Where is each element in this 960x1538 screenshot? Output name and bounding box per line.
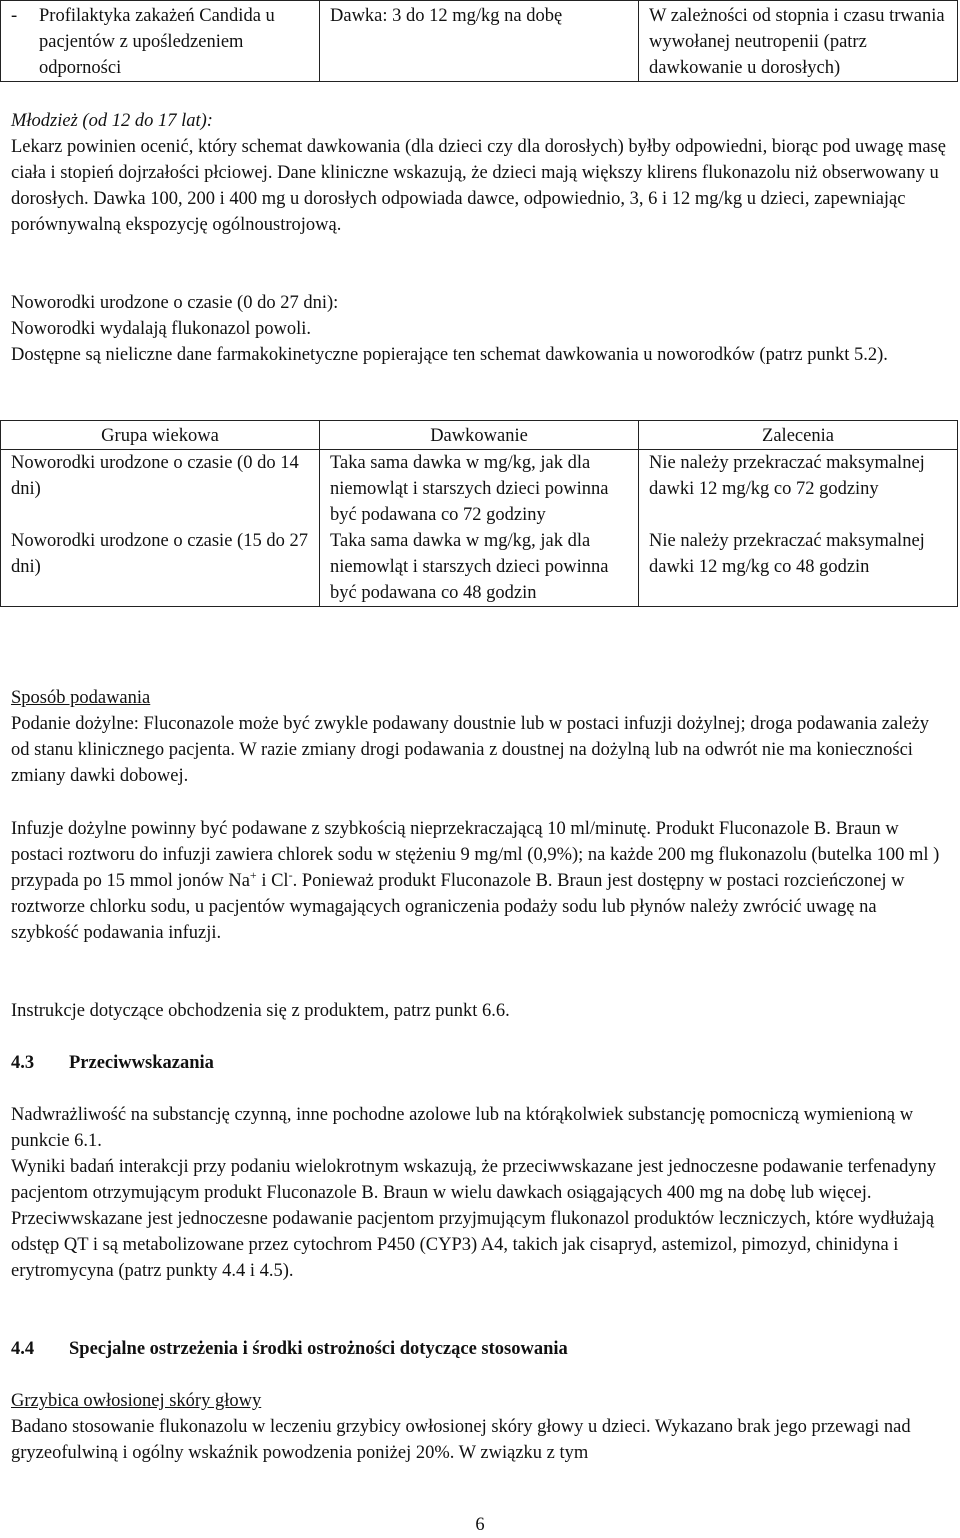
list-dash: -: [11, 6, 18, 26]
newborns-section: [11, 290, 946, 368]
table-cell-recommendation: Nie należy przekraczać maksymalnej dawki 12 mg/kg co 72 godziny: [639, 450, 958, 529]
administration-heading: Sposób podawania: [11, 688, 151, 708]
scalp-mycosis-section: [11, 1388, 946, 1466]
contraindications-paragraph-2: Wyniki badań interakcji przy podaniu wielokrotnym wskazują, że przeciwwskazane jest jednoczesne podawanie terfenadyny pacjentom otrzymującym produkt Fluconazole B. Braun w wielu dawkach osiągających 400 mg na dobę lub więcej. Przeciwwskazane jest jednoczesne podawanie pacjentom przyjmującym flukonazol produktów leczniczych, które wydłużają odstęp QT i są metabolizowane przez cytochrom P450 (CYP3) A4, takich jak cisapryd, astemizol, pimozyd, chinidyna i erytromycyna (patrz punkty 4.4 i 4.5).: [11, 1157, 937, 1281]
newborn-dosing-table: [0, 420, 958, 607]
infusion-text-c: . Ponieważ produkt Fluconazole B. Braun jest dostępny w postaci rozcieńczonej w roztworze chlorku sodu, u pacjentów wymagających ograniczenia podaży sodu lub płynów należy zwrócić uwagę na szybkość podawania infuzji.: [11, 871, 905, 943]
table-cell-duration: W zależności od stopnia i czasu trwania wywołanej neutropenii (patrz dawkowanie u dorosłych): [639, 1, 958, 82]
page-number: 6: [475, 1515, 485, 1535]
youth-section: [11, 108, 946, 238]
table-cell-dose: Dawka: 3 do 12 mg/kg na dobę: [320, 1, 639, 82]
table-cell-group: Noworodki urodzone o czasie (0 do 14 dni): [1, 450, 320, 529]
section-number: 4.4: [11, 1339, 35, 1359]
infusion-paragraph: [11, 816, 946, 946]
table-row: [1, 1, 958, 82]
section-number: 4.3: [11, 1053, 35, 1073]
administration-section: [11, 685, 946, 789]
youth-heading: Młodzież (od 12 do 17 lat):: [11, 111, 213, 131]
top-dosing-table: [0, 0, 958, 82]
newborns-line-2: Noworodki wydalają flukonazol powoli.: [11, 319, 312, 339]
handling-paragraph: Instrukcje dotyczące obchodzenia się z produktem, patrz punkt 6.6.: [11, 1001, 510, 1021]
table-cell-dosing: Taka sama dawka w mg/kg, jak dla niemowląt i starszych dzieci powinna być podawana co 72 godziny: [320, 450, 639, 529]
section-title: Specjalne ostrzeżenia i środki ostrożności dotyczące stosowania: [69, 1339, 568, 1359]
table-row: [1, 528, 958, 607]
table-row: [1, 450, 958, 529]
table-cell-group: Noworodki urodzone o czasie (15 do 27 dni): [1, 528, 320, 607]
infusion-text-a: Infuzje dożylne powinny być podawane z szybkością nieprzekraczającą 10 ml/minutę. Produkt Fluconazole B. Braun w postaci roztworu do infuzji zawiera chlorek sodu w stężeniu 9 mg/ml (0,9%); na każde 200 mg flukonazolu (butelka 100 ml ) przypada po 15 mmol jonów Na: [11, 819, 940, 891]
column-header-dosing: Dawkowanie: [320, 421, 639, 450]
contraindications-text: [11, 1102, 946, 1284]
indication-text: Profilaktyka zakażeń Candida u pacjentów z upośledzeniem odporności: [39, 6, 275, 78]
table-cell-indication: [1, 1, 320, 82]
table-header-row: [1, 421, 958, 450]
handling-note: [11, 998, 946, 1024]
youth-paragraph: Lekarz powinien ocenić, który schemat dawkowania (dla dzieci czy dla dorosłych) byłby odpowiedni, biorąc pod uwagę masę ciała i stopień dojrzałości płciowej. Dane kliniczne wskazują, że dzieci mają większy klirens flukonazolu niż obserwowany u dorosłych. Dawka 100, 200 i 400 mg u dorosłych odpowiada dawce, odpowiednio, 3, 6 i 12 mg/kg u dzieci, zapewniając porównywalną ekspozycję ogólnoustrojową.: [11, 137, 946, 235]
section-4-4: [11, 1336, 946, 1362]
administration-paragraph-1: Podanie dożylne: Fluconazole może być zwykle podawany doustnie lub w postaci infuzji dożylnej; droga podawania zależy od stanu klinicznego pacjenta. W razie zmiany drogi podawania z doustnej na dożylną lub na odwrót nie ma konieczności zmiany dawki dobowej.: [11, 714, 930, 786]
newborns-line-1: Noworodki urodzone o czasie (0 do 27 dni):: [11, 293, 339, 313]
section-heading: [11, 1336, 946, 1362]
column-header-age-group: Grupa wiekowa: [1, 421, 320, 450]
table-cell-dosing: Taka sama dawka w mg/kg, jak dla niemowląt i starszych dzieci powinna być podawana co 48 godzin: [320, 528, 639, 607]
newborns-line-3: Dostępne są nieliczne dane farmakokinetyczne popierające ten schemat dawkowania u noworodków (patrz punkt 5.2).: [11, 345, 888, 365]
scalp-mycosis-heading: Grzybica owłosionej skóry głowy: [11, 1391, 262, 1411]
column-header-recommendations: Zalecenia: [639, 421, 958, 450]
section-4-3: [11, 1050, 946, 1076]
chloride-charge: -: [288, 867, 293, 882]
table-cell-recommendation: Nie należy przekraczać maksymalnej dawki 12 mg/kg co 48 godzin: [639, 528, 958, 607]
section-heading: [11, 1050, 946, 1076]
infusion-text-b: i Cl: [256, 871, 289, 891]
scalp-mycosis-paragraph: Badano stosowanie flukonazolu w leczeniu grzybicy owłosionej skóry głowy u dzieci. Wykazano brak jego przewagi nad gryzeofulwiną i ogólny wskaźnik powodzenia poniżej 20%. W związku z tym: [11, 1417, 911, 1463]
section-title: Przeciwwskazania: [69, 1053, 214, 1073]
contraindications-paragraph-1: Nadwrażliwość na substancję czynną, inne pochodne azolowe lub na którąkolwiek substancję pomocniczą wymienioną w punkcie 6.1.: [11, 1105, 914, 1151]
sodium-charge: +: [249, 867, 257, 882]
infusion-section: [11, 816, 946, 946]
